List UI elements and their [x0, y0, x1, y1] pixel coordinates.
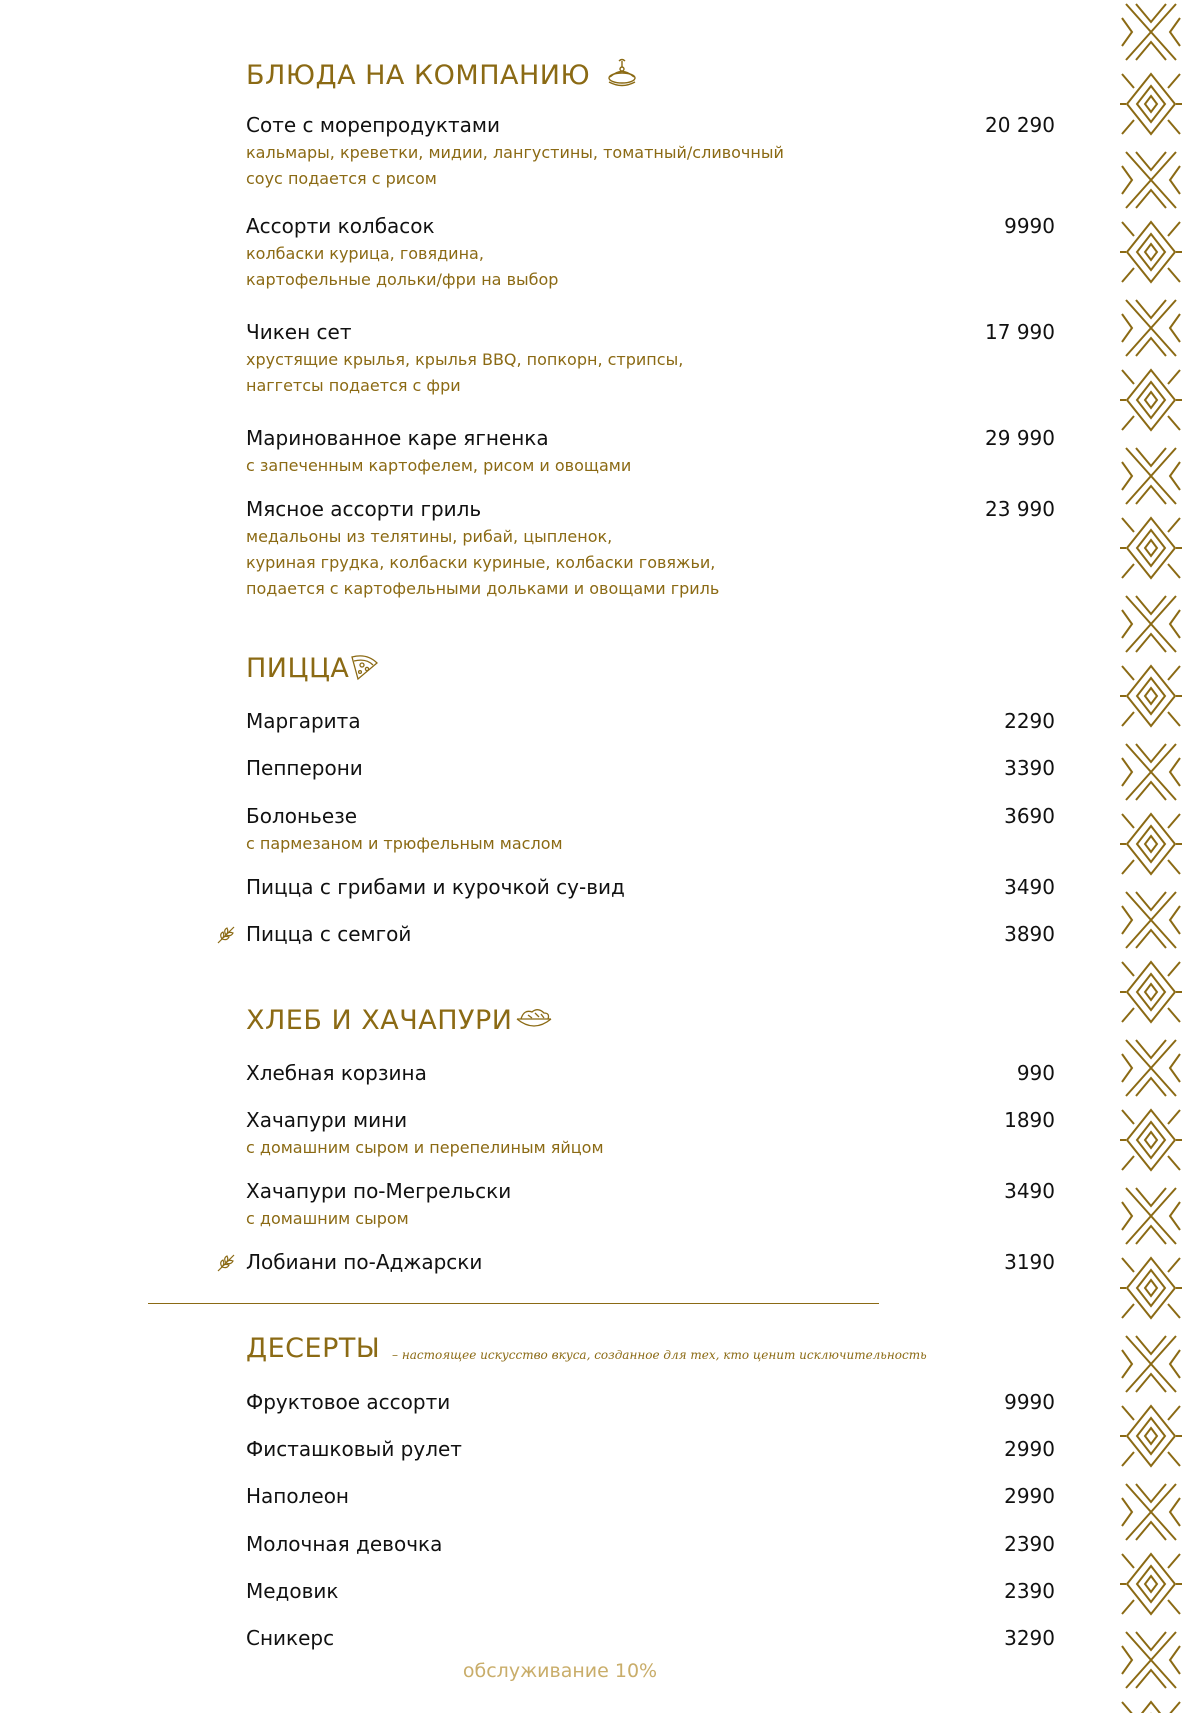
item-name-bread-basket: Хлебная корзина — [246, 1061, 427, 1085]
bread-basket-icon — [514, 1003, 554, 1040]
item-name-khachapuri-megrelian: Хачапури по-Мегрельски — [246, 1179, 512, 1203]
item-price-pepperoni: 3390 — [1004, 756, 1055, 780]
tureen-icon — [605, 56, 639, 97]
item-price-snickers: 3290 — [1004, 1626, 1055, 1650]
section-title-text: ПИЦЦА — [246, 653, 350, 684]
item-desc-grill — [246, 524, 719, 602]
item-desc-chicken-set — [246, 347, 683, 399]
item-name-fruit: Фруктовое ассорти — [246, 1390, 451, 1414]
item-price-medovik: 2390 — [1004, 1579, 1055, 1603]
item-name-milk-girl: Молочная девочка — [246, 1532, 443, 1556]
item-price-pistachio-roll: 2990 — [1004, 1437, 1055, 1461]
section-title-text: ХЛЕБ И ХАЧАПУРИ — [246, 1005, 513, 1036]
wheat-icon — [214, 922, 238, 946]
item-name-grill: Мясное ассорти гриль — [246, 497, 482, 521]
item-name-pistachio-roll: Фисташковый рулет — [246, 1437, 462, 1461]
ornamental-border — [1120, 0, 1182, 1713]
item-desc-sausages — [246, 241, 558, 293]
desc-line: подается с картофельными дольками и овощами гриль — [246, 579, 720, 598]
desc-line: картофельные дольки/фри на выбор — [246, 270, 559, 289]
item-price-salmon-pizza: 3890 — [1004, 922, 1055, 946]
item-name-chicken-set: Чикен сет — [246, 320, 352, 344]
desc-line: с домашним сыром и перепелиным яйцом — [246, 1138, 604, 1157]
item-price-sote: 20 290 — [985, 113, 1055, 137]
desc-line: медальоны из телятины, рибай, цыпленок, — [246, 527, 613, 546]
section-title-text: ДЕСЕРТЫ — [246, 1333, 381, 1364]
item-price-khachapuri-megrelian: 3490 — [1004, 1179, 1055, 1203]
item-name-mushroom-pizza: Пицца с грибами и курочкой су-вид — [246, 875, 625, 899]
desc-line: с домашним сыром — [246, 1209, 409, 1228]
item-price-fruit: 9990 — [1004, 1390, 1055, 1414]
item-price-grill: 23 990 — [985, 497, 1055, 521]
section-title-pizza — [246, 651, 379, 688]
section-divider — [148, 1303, 879, 1304]
item-name-napoleon: Наполеон — [246, 1484, 350, 1508]
item-name-sausages: Ассорти колбасок — [246, 214, 435, 238]
desc-line: с запеченным картофелем, рисом и овощами — [246, 456, 632, 475]
item-price-khachapuri-mini: 1890 — [1004, 1108, 1055, 1132]
item-price-chicken-set: 17 990 — [985, 320, 1055, 344]
desc-line: кальмары, креветки, мидии, лангустины, томатный/сливочный — [246, 143, 784, 162]
desc-line: с пармезаном и трюфельным маслом — [246, 834, 563, 853]
item-price-milk-girl: 2390 — [1004, 1532, 1055, 1556]
item-name-lobiani: Лобиани по-Аджарски — [246, 1250, 483, 1274]
item-desc-sote — [246, 140, 784, 192]
desc-line: хрустящие крылья, крылья BBQ, попкорн, стрипсы, — [246, 350, 684, 369]
pizza-slice-icon — [349, 651, 379, 688]
item-price-lamb: 29 990 — [985, 426, 1055, 450]
item-name-sote: Соте с морепродуктами — [246, 113, 500, 137]
item-name-snickers: Сникерс — [246, 1626, 335, 1650]
desserts-tagline: – настоящее искусство вкуса, созданное для тех, кто ценит исключительность — [392, 1348, 927, 1362]
item-desc-lamb — [246, 453, 631, 479]
desc-line: наггетсы подается с фри — [246, 376, 461, 395]
item-name-khachapuri-mini: Хачапури мини — [246, 1108, 408, 1132]
desc-line: колбаски курица, говядина, — [246, 244, 484, 263]
service-charge-note: обслуживание 10% — [462, 1660, 658, 1682]
section-title-company — [246, 56, 639, 97]
item-name-bolognese: Болоньезе — [246, 804, 358, 828]
section-title-text: БЛЮДА НА КОМПАНИЮ — [246, 60, 591, 91]
wheat-icon — [214, 1250, 238, 1274]
item-price-lobiani: 3190 — [1004, 1250, 1055, 1274]
item-price-napoleon: 2990 — [1004, 1484, 1055, 1508]
desc-line: куриная грудка, колбаски куриные, колбаски говяжьи, — [246, 553, 716, 572]
item-desc-khachapuri-megrelian — [246, 1206, 409, 1232]
item-price-margarita: 2290 — [1004, 709, 1055, 733]
item-price-bread-basket: 990 — [1016, 1061, 1055, 1085]
item-name-medovik: Медовик — [246, 1579, 339, 1603]
item-price-mushroom-pizza: 3490 — [1004, 875, 1055, 899]
desc-line: соус подается с рисом — [246, 169, 437, 188]
item-name-salmon-pizza: Пицца с семгой — [246, 922, 412, 946]
item-name-pepperoni: Пепперони — [246, 756, 363, 780]
item-price-bolognese: 3690 — [1004, 804, 1055, 828]
section-title-bread — [246, 1003, 554, 1040]
item-desc-bolognese — [246, 831, 563, 857]
item-price-sausages: 9990 — [1004, 214, 1055, 238]
item-name-lamb: Маринованное каре ягненка — [246, 426, 549, 450]
section-title-desserts — [246, 1333, 380, 1364]
item-name-margarita: Маргарита — [246, 709, 361, 733]
item-desc-khachapuri-mini — [246, 1135, 604, 1161]
